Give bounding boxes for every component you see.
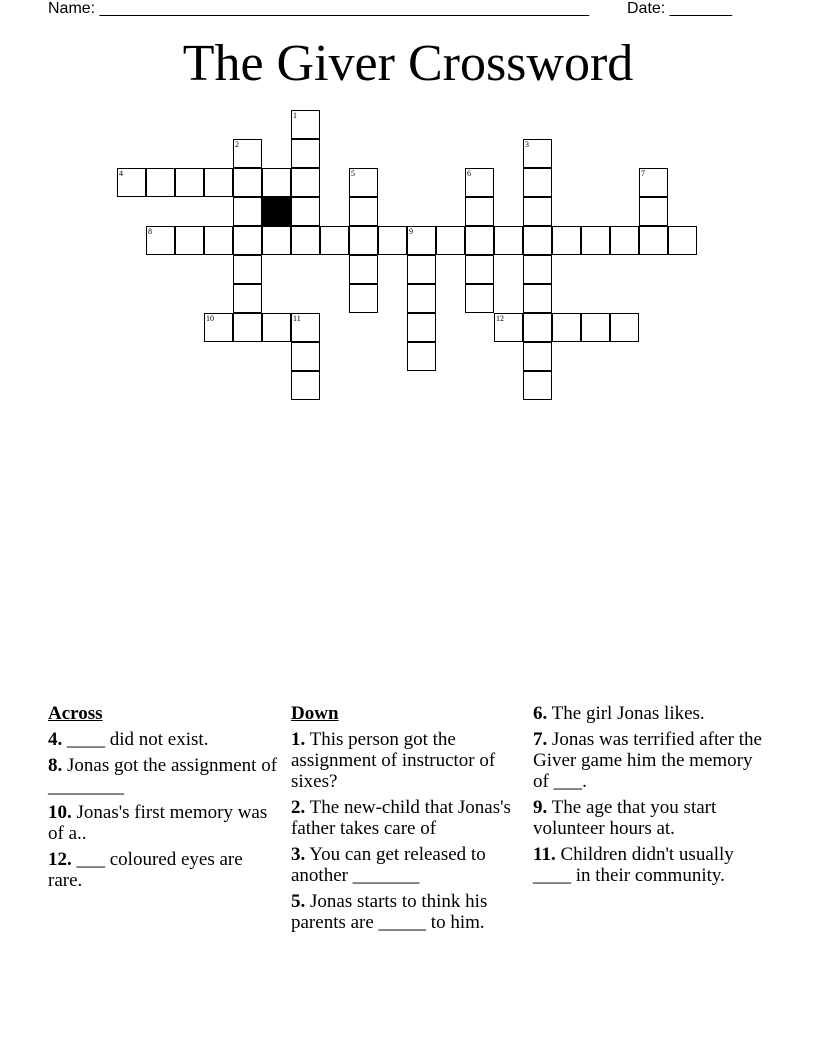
clue-number-label: 12	[496, 314, 504, 323]
clue-text: ___ coloured eyes are rare.	[48, 849, 243, 891]
clue-number: 11.	[533, 844, 556, 865]
down-clues-column-continued	[533, 703, 773, 891]
grid-cell[interactable]	[146, 226, 175, 255]
clue-across-12	[48, 849, 280, 891]
clue-number-label: 10	[206, 314, 214, 323]
clue-text: The age that you start volunteer hours at.	[533, 797, 717, 839]
grid-cell[interactable]	[523, 371, 552, 400]
page-title: The Giver Crossword	[182, 35, 634, 92]
clue-number: 8.	[48, 755, 63, 776]
grid-cell[interactable]	[262, 226, 291, 255]
clue-number: 9.	[533, 797, 548, 818]
grid-cell[interactable]	[349, 284, 378, 313]
clue-text: Jonas was terrified after the Giver game him the memory of ___.	[533, 729, 762, 792]
clue-number: 10.	[48, 802, 72, 823]
clue-text: Jonas starts to think his parents are _____ to him.	[291, 891, 488, 933]
grid-cell[interactable]	[291, 139, 320, 168]
clue-number-label: 7	[641, 169, 645, 178]
down-clues-column	[291, 703, 529, 938]
clue-number: 6.	[533, 703, 548, 724]
clue-text: The new-child that Jonas's father takes care of	[291, 797, 511, 839]
clue-number-label: 2	[235, 140, 239, 149]
clue-text: Jonas's first memory was of a..	[48, 802, 268, 844]
grid-cell[interactable]	[523, 226, 552, 255]
clue-text: You can get released to another _______	[291, 844, 486, 886]
grid-cell[interactable]	[436, 226, 465, 255]
grid-cell[interactable]	[610, 313, 639, 342]
grid-cell[interactable]	[291, 197, 320, 226]
grid-cell[interactable]	[407, 342, 436, 371]
grid-cell[interactable]	[233, 255, 262, 284]
clue-number: 4.	[48, 729, 63, 750]
grid-cell[interactable]	[494, 313, 523, 342]
grid-cell[interactable]	[407, 284, 436, 313]
grid-cell[interactable]	[407, 226, 436, 255]
grid-cell[interactable]	[349, 255, 378, 284]
clue-down-2	[291, 797, 529, 839]
grid-cell[interactable]	[523, 284, 552, 313]
grid-cell[interactable]	[581, 313, 610, 342]
grid-cell[interactable]	[378, 226, 407, 255]
date-field[interactable]: Date: _______	[627, 0, 732, 17]
name-field[interactable]: Name: _______________________________________________________	[48, 0, 589, 17]
grid-cell[interactable]	[204, 168, 233, 197]
grid-cell[interactable]	[291, 371, 320, 400]
clue-down-9	[533, 797, 773, 839]
clue-number-label: 9	[409, 227, 413, 236]
grid-cell[interactable]	[175, 168, 204, 197]
clue-text: This person got the assignment of instructor of sixes?	[291, 729, 496, 792]
grid-cell[interactable]	[465, 284, 494, 313]
grid-cell[interactable]	[523, 342, 552, 371]
clue-down-3	[291, 844, 529, 886]
grid-cell[interactable]	[639, 197, 668, 226]
grid-cell[interactable]	[117, 168, 146, 197]
clue-number-label: 6	[467, 169, 471, 178]
grid-cell[interactable]	[494, 226, 523, 255]
clue-down-7	[533, 729, 773, 792]
across-clues-column	[48, 703, 280, 896]
grid-cell[interactable]	[204, 226, 233, 255]
grid-cell[interactable]	[233, 197, 262, 226]
grid-cell[interactable]	[233, 284, 262, 313]
clue-down-1	[291, 729, 529, 792]
grid-cell[interactable]	[465, 197, 494, 226]
grid-cell[interactable]	[204, 313, 233, 342]
grid-cell[interactable]	[523, 139, 552, 168]
grid-cell[interactable]	[639, 168, 668, 197]
grid-cell[interactable]	[291, 313, 320, 342]
grid-cell[interactable]	[610, 226, 639, 255]
grid-cell[interactable]	[233, 313, 262, 342]
crossword-grid	[0, 0, 816, 420]
grid-cell[interactable]	[552, 313, 581, 342]
grid-cell[interactable]	[639, 226, 668, 255]
grid-cell[interactable]	[523, 168, 552, 197]
grid-cell[interactable]	[523, 197, 552, 226]
clue-down-11	[533, 844, 773, 886]
clue-number: 2.	[291, 797, 306, 818]
grid-cell[interactable]	[581, 226, 610, 255]
grid-cell[interactable]	[262, 313, 291, 342]
clue-across-10	[48, 802, 280, 844]
grid-cell[interactable]	[523, 255, 552, 284]
across-heading: Across	[48, 703, 103, 724]
clue-across-4	[48, 729, 280, 750]
grid-block	[262, 197, 291, 226]
clue-text: The girl Jonas likes.	[547, 703, 705, 724]
grid-cell[interactable]	[320, 226, 349, 255]
grid-cell[interactable]	[465, 226, 494, 255]
clue-number-label: 11	[293, 314, 301, 323]
grid-cell[interactable]	[233, 139, 262, 168]
grid-cell[interactable]	[465, 255, 494, 284]
grid-cell[interactable]	[349, 168, 378, 197]
grid-cell[interactable]	[291, 342, 320, 371]
grid-cell[interactable]	[349, 226, 378, 255]
clue-number-label: 8	[148, 227, 152, 236]
grid-cell[interactable]	[175, 226, 204, 255]
clue-across-8	[48, 755, 280, 797]
grid-cell[interactable]	[407, 255, 436, 284]
grid-cell[interactable]	[668, 226, 697, 255]
grid-cell[interactable]	[146, 168, 175, 197]
clue-number: 7.	[533, 729, 548, 750]
clue-number-label: 5	[351, 169, 355, 178]
clue-number: 1.	[291, 729, 306, 750]
grid-cell[interactable]	[262, 168, 291, 197]
clue-number-label: 4	[119, 169, 123, 178]
grid-cell[interactable]	[465, 168, 494, 197]
clue-text: Jonas got the assignment of ________	[48, 755, 278, 797]
grid-cell[interactable]	[291, 168, 320, 197]
down-heading: Down	[291, 703, 339, 724]
clue-text: ____ did not exist.	[62, 729, 209, 750]
grid-cell[interactable]	[291, 110, 320, 139]
clue-text: Children didn't usually ____ in their community.	[533, 844, 734, 886]
grid-cell[interactable]	[291, 226, 320, 255]
grid-cell[interactable]	[233, 226, 262, 255]
grid-cell[interactable]	[349, 197, 378, 226]
clue-number: 5.	[291, 891, 306, 912]
grid-cell[interactable]	[233, 168, 262, 197]
clue-number-label: 1	[293, 111, 297, 120]
clue-number: 12.	[48, 849, 72, 870]
clue-down-5	[291, 891, 529, 933]
grid-cell[interactable]	[552, 226, 581, 255]
clue-down-6	[533, 703, 773, 724]
clue-number-label: 3	[525, 140, 529, 149]
grid-cell[interactable]	[523, 313, 552, 342]
grid-cell[interactable]	[407, 313, 436, 342]
clue-number: 3.	[291, 844, 306, 865]
